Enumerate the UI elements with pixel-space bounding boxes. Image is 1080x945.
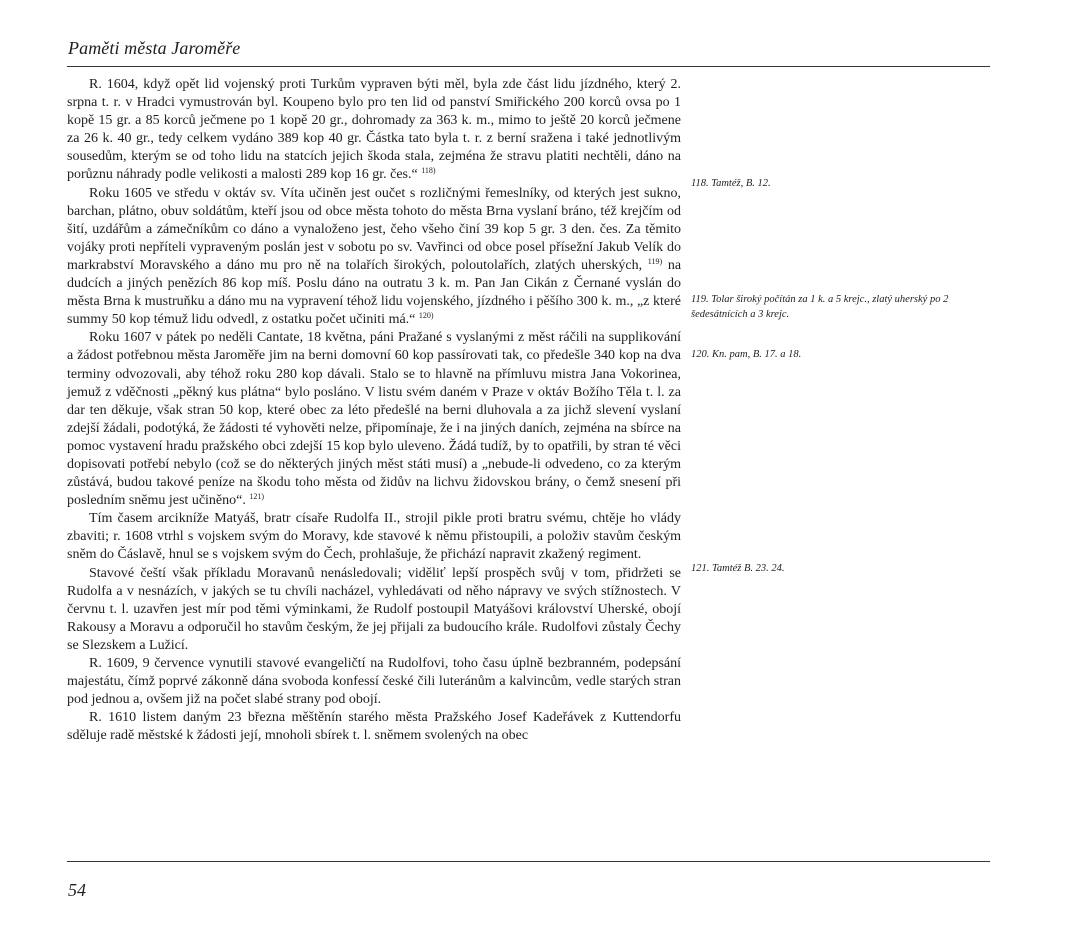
paragraph-matyas	[67, 510, 681, 564]
footnote-ref-121: 121)	[249, 492, 265, 502]
footnote-119: 119. Tolar široký počítán za 1 k. a 5 krejc., zlatý uherský po 2 šedesátnících a 3 krejc.	[691, 294, 949, 320]
footnote-118: 118. Tamtéž, B. 12.	[691, 178, 771, 189]
paragraph-1604	[67, 76, 681, 185]
paragraph-1607	[67, 329, 681, 510]
paragraph-1610	[67, 709, 681, 745]
paragraph-text: Roku 1607 v pátek po neděli Cantate, 18 května, páni Pražané s vyslanými z měst ráčili na supplikování a žádost potřebnou města Jaroměře jim na berni domovní 60 kop passírovati tak, co předešle 340 kop na dva terminy odvozovali, aby téhož roku 280 kop dávali. Stalo se to hlavně na přímluvu mistra Jana Vokorinea, jemuž z vděčnosti „pěkný kus plátna“ bylo posláno. V listu svém daném v Praze v oktáv Božího Těla t. l. za dar ten děkuje, však stran 50 kop, které obec za léto předešlé na berni dluhovala a za jichž slevení vyslaní zdejší žádali, podotýká, že žádosti té vyhověti nelze, připomínaje, že i na jiných daních, zejména na sbírce na pomoc vystavení hradu pražského obci zdejší 15 kop bylo uleveno. Žádá tudíž, by to opatřili, by stran té věci dopisovati potřebí nebylo (což se do některých jiných měst státi musí) a „nebude-li odvedeno, co za kterým zůstává, budou takové peníze na škodu toho města od židův na lichvu židovskou brány, o čemž snesení při posledním sněmu jest učiněno“.	[67, 330, 681, 509]
footnote-ref-119: 119)	[647, 256, 663, 266]
header-divider	[67, 66, 990, 67]
paragraph-text-continued: na dudcích a jiných penězích 86 kop míš. Poslu dáno na outratu 3 k. m. Pan Jan Cikán z Černané vyslán do města Brna k mustruňku a dáno mu na vypravení téhož lidu vojenského, jízdného i pěšího 300 k. m., „z které summy 50 kop témuž lidu odvedl, z ostatku počet učiniti má.“	[67, 257, 682, 328]
footnote-ref-120: 120)	[418, 311, 434, 321]
footer-divider	[67, 861, 990, 862]
main-text	[67, 76, 681, 745]
footnote-120: 120. Kn. pam, B. 17. a 18.	[691, 349, 802, 360]
page-title: Paměti města Jaroměře	[68, 38, 241, 58]
footnote-121: 121. Tamtéž B. 23. 24.	[691, 563, 785, 574]
paragraph-text: Roku 1605 ve středu v oktáv sv. Víta učiněn jest oučet s rozličnými řemeslníky, od kterých jest sukno, barchan, plátno, obuv soldátům, kteří jsou od obce města tohoto do města Brna vyslaní bráno, též krejčím od šití, uzdářům a zámečníkům co dáno a vynaloženo jest, čeho všeho činí 39 kop 5 gr. 3 den. čes. Za těmito vojáky proti nepříteli vypraveným poslán jest v sobotu po sv. Vavřinci od obce posel přísežní Jakub Velík do markrabství Moravského a dáno mu pro ně na tolařích širokých, poloutolařích, zlatých uherských,	[67, 185, 681, 273]
paragraph-stavove	[67, 565, 681, 655]
paragraph-text: R. 1610 listem daným 23 března měštěnín starého města Pražského Josef Kadeřávek z Kuttendorfu sděluje radě městské k žádosti její, mnoholi sbírek t. l. sněmem svolených na obec	[67, 710, 681, 744]
paragraph-text: Stavové čeští však příkladu Moravanů nenásledovali; viděliť lepší prospěch svůj v tom, přidržeti se Rudolfa a v nesnázích, v jakých se tu chvíli nacházel, vyhledávati od něho nápravy ve svých stížnostech. V červnu t. l. uzavřen jest mír pod těmi výminkami, že Rudolf postoupil Matyášovi království Uherské, obojí Rakousy a Moravu a odporučil ho stavům českým, že jej přijali za budoucího krále. Rudolfovi zůstaly Čechy se Slezskem a Lužicí.	[67, 565, 681, 653]
paragraph-1605	[67, 185, 681, 330]
paragraph-text: R. 1609, 9 července vynutili stavové evangeličtí na Rudolfovi, toho času úplně bezbranném, podepsání majestátu, čímž poprvé zákonně dána svoboda konfessí české čili luteránům a kalvincům, vedle starých stran pod jednou a, ovšem již na počet slabé strany pod obojí.	[67, 656, 681, 708]
paragraph-text: R. 1604, když opět lid vojenský proti Turkům vypraven býti měl, byla zde část lidu jízdného, který 2. srpna t. r. v Hradci vymustrován byl. Koupeno bylo pro ten lid od panství Smiřického 200 korců ovsa po 1 kopě 15 gr. a 85 korců ječmene po 1 kopě 20 gr., dohromady za 363 k. m., mimo to ještě 20 korců ječmene za 26 k. 40 gr., tedy celkem vydáno 389 kop 40 gr. Částka tato byla t. r. z berní sražena i také jednotlivým sousedům, kterým se od toho lidu na statcích jejich škoda stala, zejména že stravu platiti nechtěli, dáno na porůznu náhrady podle velikosti a malosti 289 kop 16 gr. čes.“	[67, 77, 681, 183]
paragraph-text: Tím časem arcikníže Matyáš, bratr císaře Rudolfa II., strojil pikle proti bratru svému, chtěje ho vlády zbaviti; r. 1608 vtrhl s vojskem svým do Moravy, kde stavové k němu přistoupili, a položiv stavům českým sněm do Čáslavě, hnul se s vojskem svým do Čech, prohlašuje, že přichází napravit zkažený regiment.	[67, 511, 681, 563]
footnote-ref-118: 118)	[421, 166, 436, 176]
paragraph-1609	[67, 655, 681, 709]
page-number: 54	[68, 880, 86, 900]
